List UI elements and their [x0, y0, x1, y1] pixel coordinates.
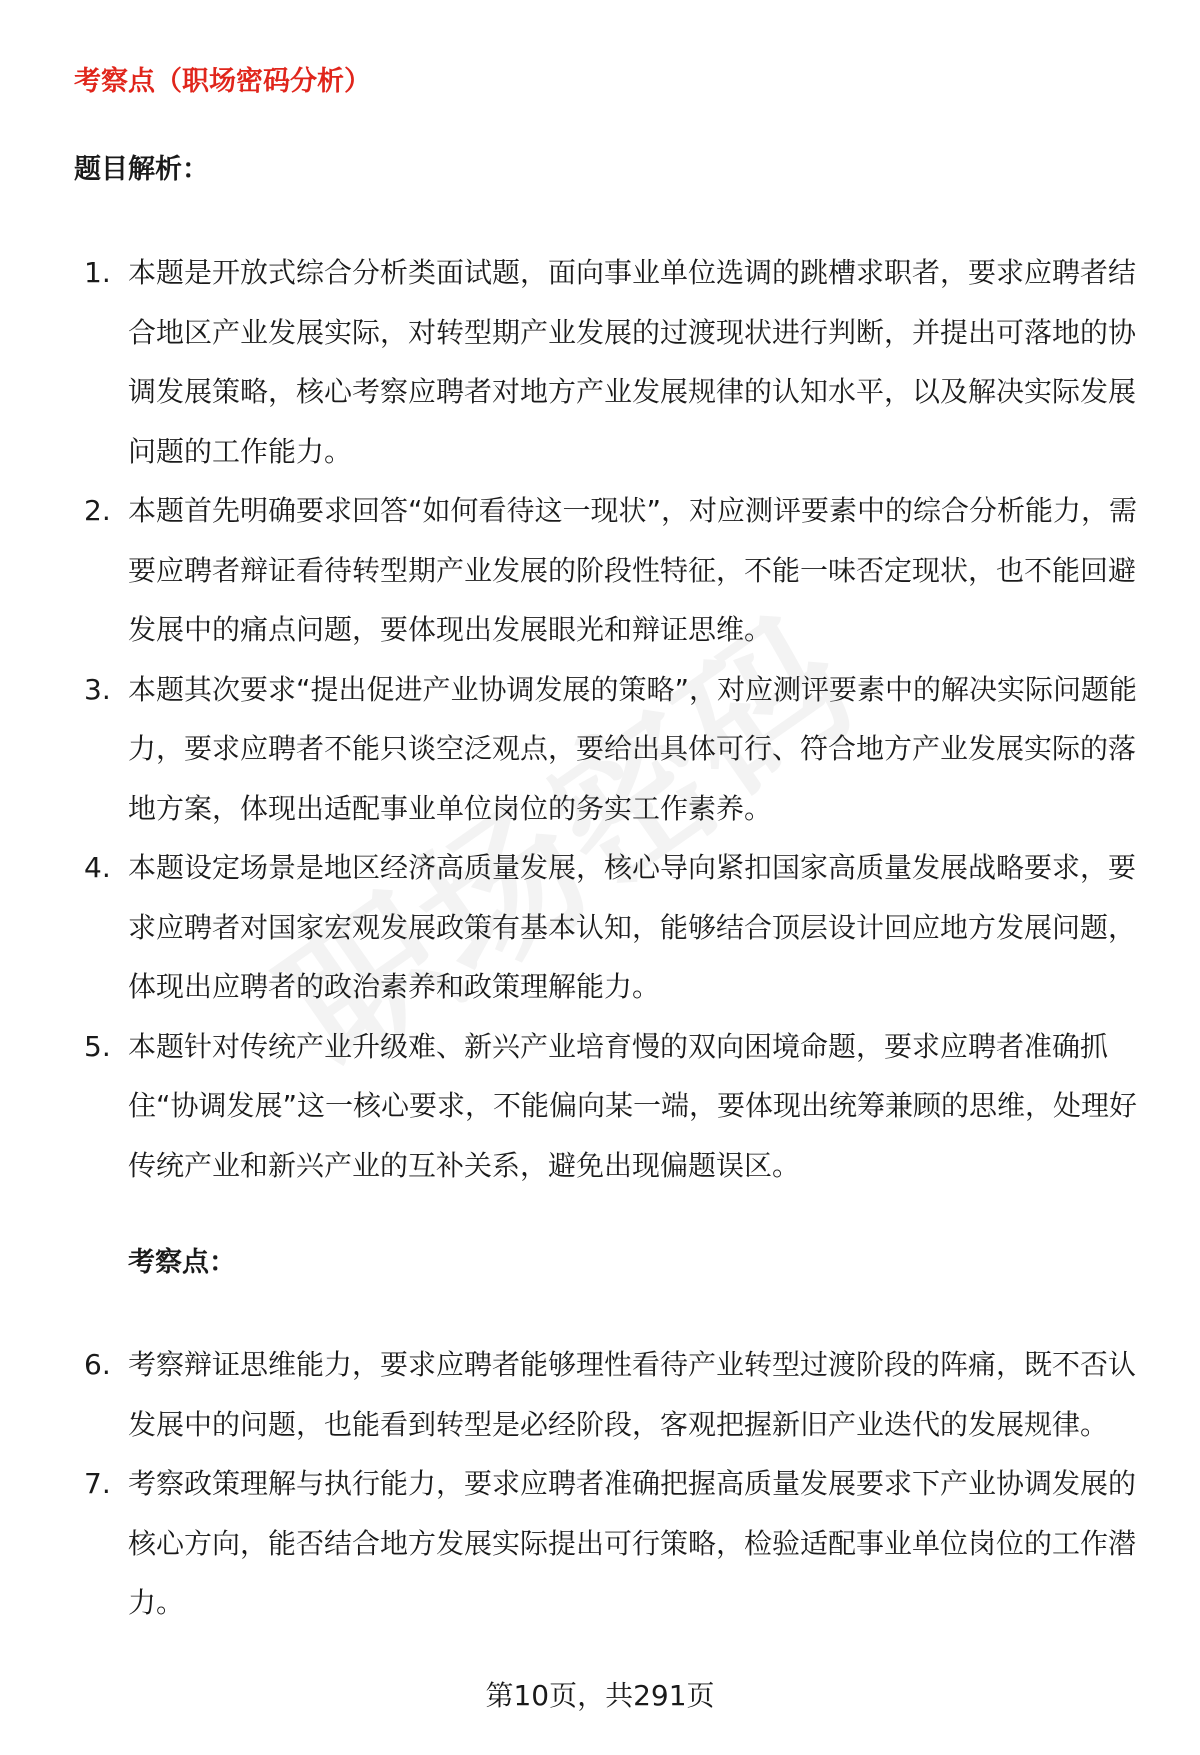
list-item: [74, 838, 1144, 1017]
item-number: 2.: [84, 494, 111, 527]
item-text: 本题是开放式综合分析类面试题，面向事业单位选调的跳槽求职者，要求应聘者结合地区产业发展实际，对转型期产业发展的过渡现状进行判断，并提出可落地的协调发展策略，核心考察应聘者对地方产业发展规律的认知水平，以及解决实际发展问题的工作能力。: [128, 256, 1137, 468]
item-number: 5.: [84, 1029, 111, 1063]
list-item: [74, 1017, 1144, 1196]
item-number: 7.: [84, 1467, 111, 1500]
item-text: 本题设定场景是地区经济高质量发展，核心导向紧扣国家高质量发展战略要求，要求应聘者对国家宏观发展政策有基本认知，能够结合顶层设计回应地方发展问题，体现出应聘者的政治素养和政策理解能力。: [128, 851, 1137, 1003]
analysis-list: [74, 243, 1144, 1195]
page-heading: 考察点（职场密码分析）: [74, 66, 371, 97]
list-item: [74, 243, 1144, 481]
item-text: 考察政策理解与执行能力，要求应聘者准确把握高质量发展要求下产业协调发展的核心方向，能否结合地方发展实际提出可行策略，检验适配事业单位岗位的工作潜力。: [128, 1467, 1137, 1619]
list-item: [74, 1335, 1144, 1454]
points-list: [74, 1335, 1144, 1633]
list-item: [74, 1454, 1144, 1633]
item-number: 1.: [84, 256, 111, 289]
item-text: 本题针对传统产业升级难、新兴产业培育慢的双向困境命题，要求应聘者准确抓住“协调发展”这一核心要求，不能偏向某一端，要体现出统筹兼顾的思维，处理好传统产业和新兴产业的互补关系，避免出现偏题误区。: [128, 1029, 1138, 1182]
item-number: 4.: [84, 851, 111, 884]
list-item: [74, 481, 1144, 660]
item-number: 6.: [84, 1348, 111, 1381]
section-title-analysis: 题目解析：: [74, 154, 209, 185]
item-number: 3.: [84, 672, 111, 706]
page-footer: 第10页，共291页: [485, 1679, 715, 1712]
section-title-points: 考察点：: [128, 1247, 236, 1278]
list-item: [74, 660, 1144, 839]
item-text: 考察辩证思维能力，要求应聘者能够理性看待产业转型过渡阶段的阵痛，既不否认发展中的问题，也能看到转型是必经阶段，客观把握新旧产业迭代的发展规律。: [128, 1348, 1137, 1441]
item-text: 本题其次要求“提出促进产业协调发展的策略”，对应测评要素中的解决实际问题能力，要求应聘者不能只谈空泛观点，要给出具体可行、符合地方产业发展实际的落地方案，体现出适配事业单位岗位的务实工作素养。: [128, 672, 1138, 825]
item-text: 本题首先明确要求回答“如何看待这一现状”，对应测评要素中的综合分析能力，需要应聘者辩证看待转型期产业发展的阶段性特征，不能一味否定现状，也不能回避发展中的痛点问题，要体现出发展眼光和辩证思维。: [128, 494, 1138, 646]
